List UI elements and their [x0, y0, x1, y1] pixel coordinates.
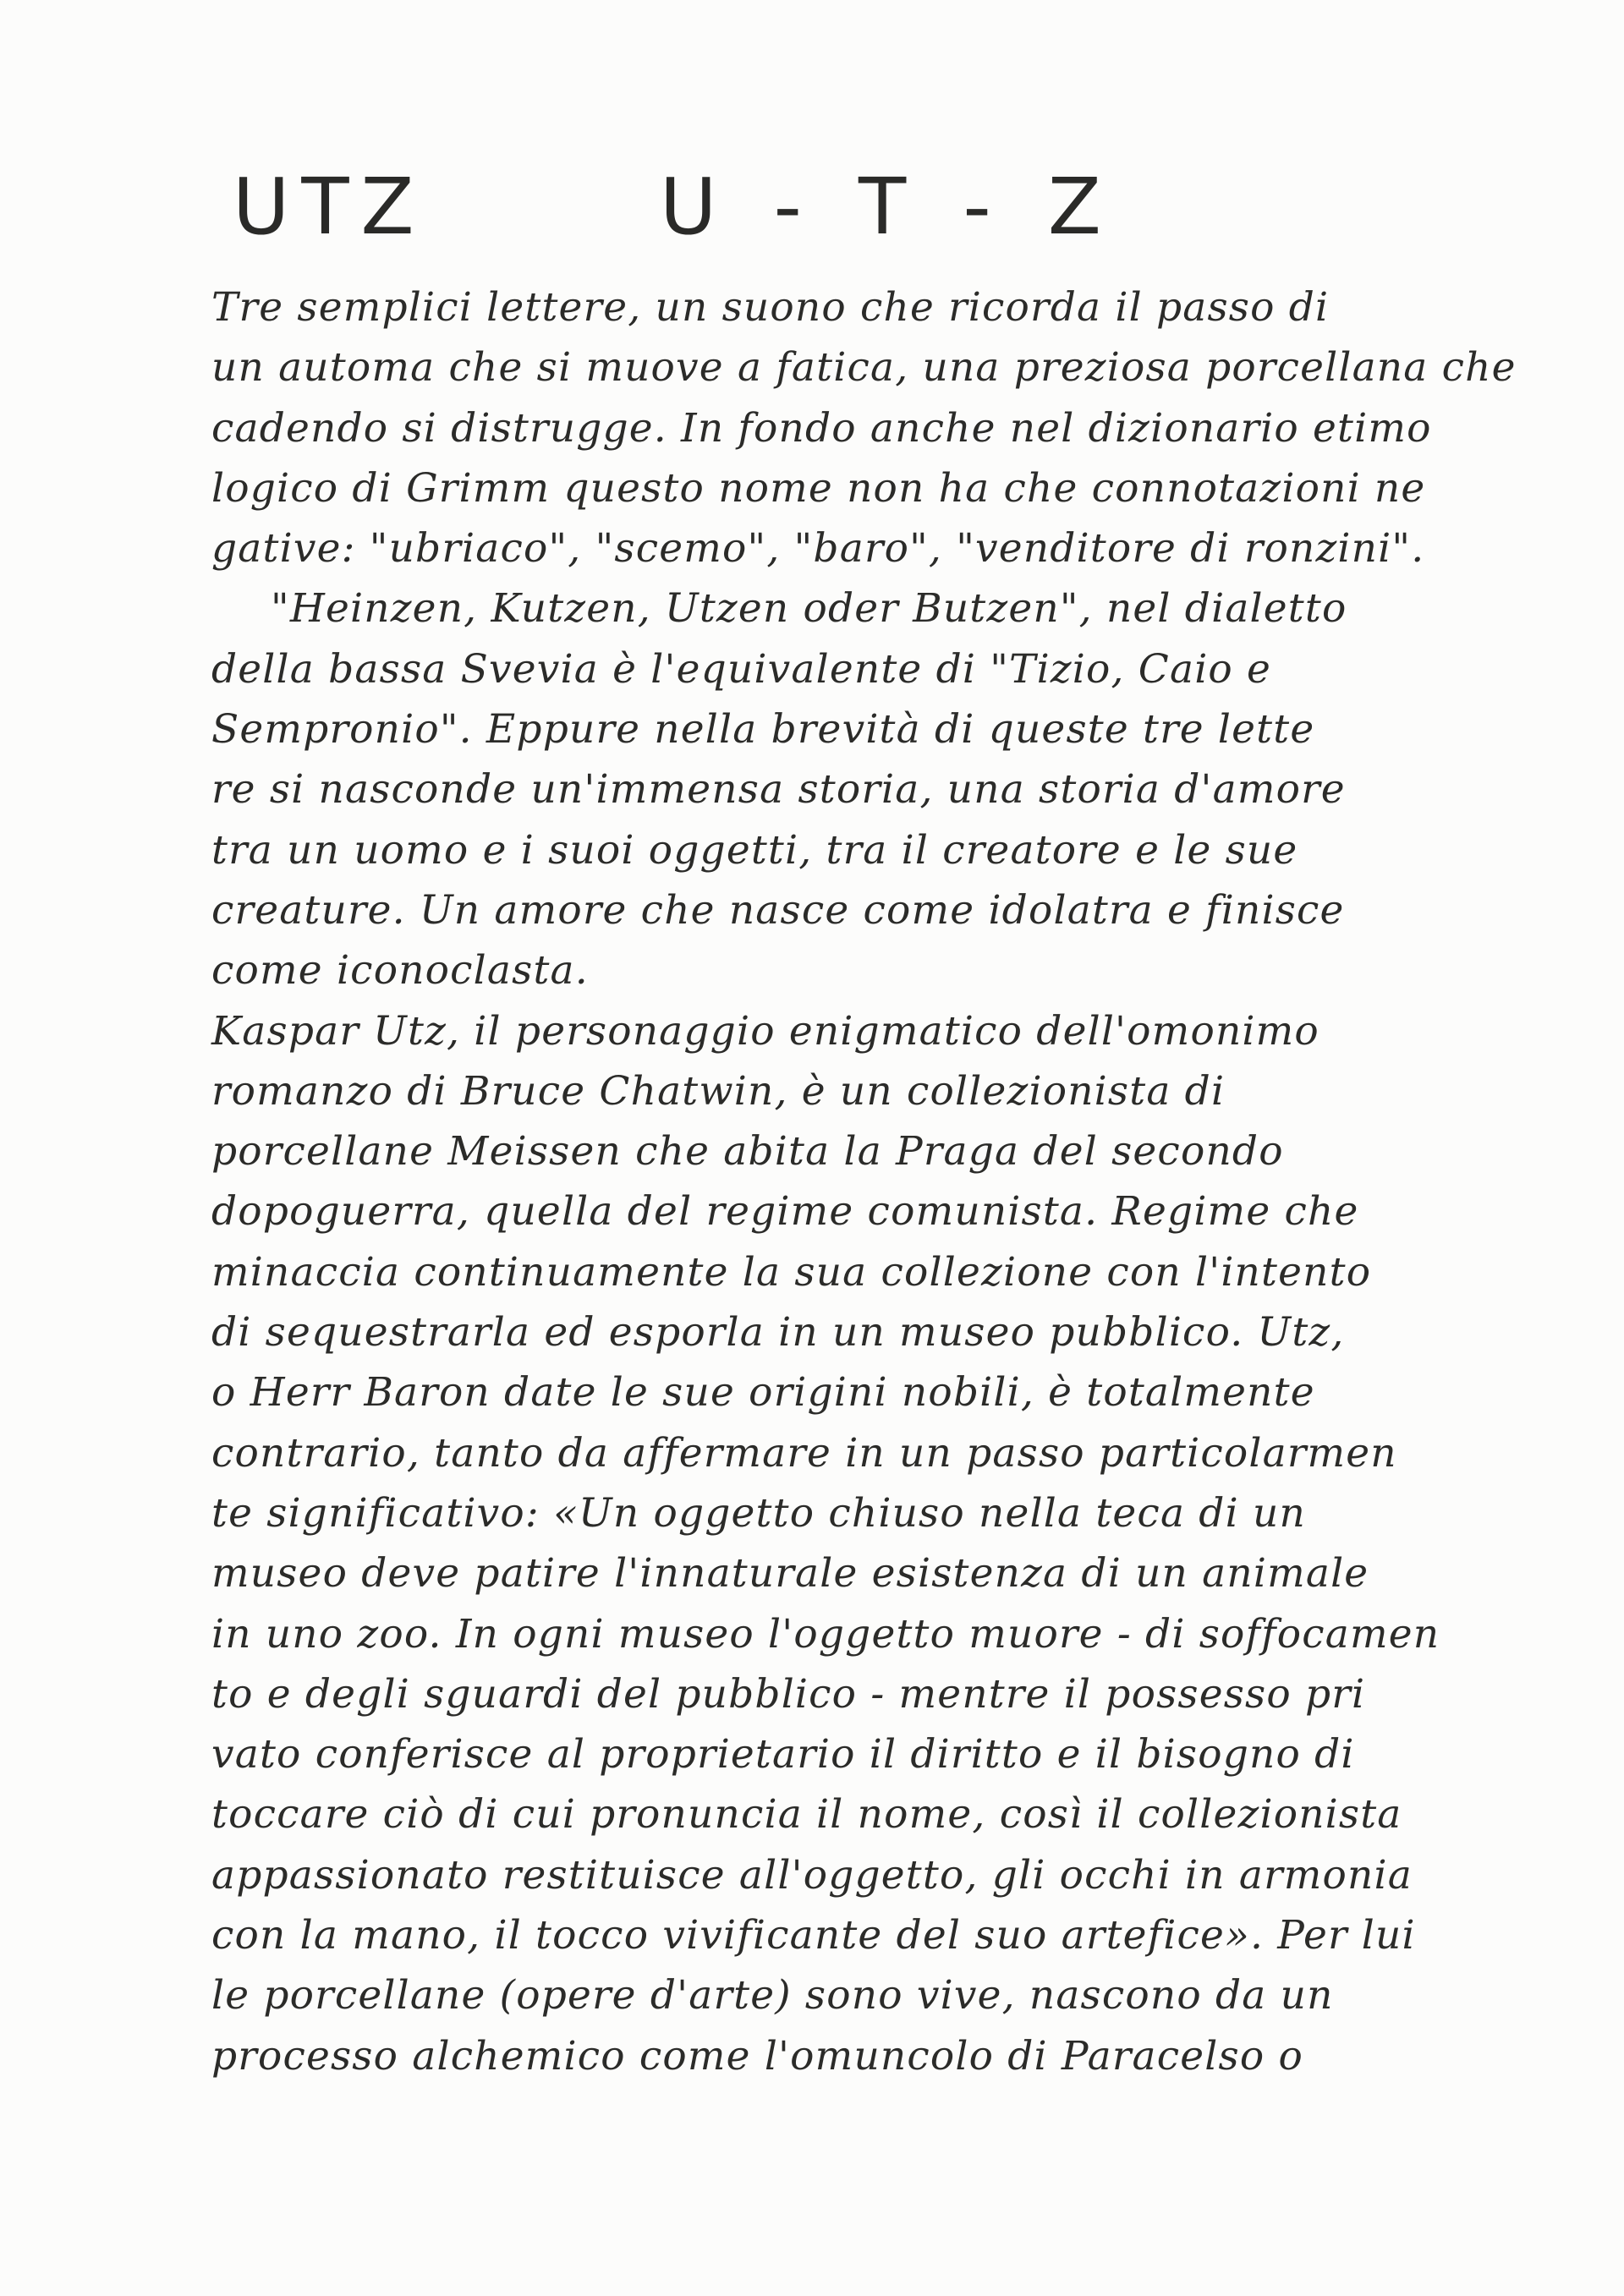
text-line: tra un uomo e i suoi oggetti, tra il creatore e le sue — [211, 826, 1298, 874]
text-line: con la mano, il tocco vivificante del suo artefice». Per lui — [211, 1912, 1416, 1959]
text-line: processo alchemico come l'omuncolo di Paracelso o — [211, 2032, 1303, 2080]
title-spelled-letters: U - T - Z — [660, 162, 1101, 252]
text-line: toccare ciò di cui pronuncia il nome, così il collezionista — [211, 1791, 1402, 1838]
text-line: to e degli sguardi del pubblico - mentre il possesso pri — [211, 1670, 1366, 1718]
title-word: UTZ — [233, 162, 426, 252]
text-line: re si nasconde un'immensa storia, una storia d'amore — [211, 766, 1346, 814]
text-line: appassionato restituisce all'oggetto, gli occhi in armonia — [211, 1851, 1413, 1899]
text-line: in uno zoo. In ogni museo l'oggetto muore - di soffocamen — [211, 1610, 1440, 1658]
text-line: le porcellane (opere d'arte) sono vive, nascono da un — [211, 1972, 1334, 2019]
text-line: come iconoclasta. — [211, 947, 589, 995]
text-line: cadendo si distrugge. In fondo anche nel dizionario etimo — [211, 404, 1432, 452]
text-line: museo deve patire l'innaturale esistenza di un animale — [211, 1550, 1369, 1597]
text-line: romanzo di Bruce Chatwin, è un collezionista di — [211, 1067, 1226, 1115]
text-line: dopoguerra, quella del regime comunista. Regime che — [211, 1188, 1359, 1236]
text-line: creature. Un amore che nasce come idolatra e finisce — [211, 886, 1345, 934]
text-line: o Herr Baron date le sue origini nobili, è totalmente — [211, 1369, 1315, 1417]
text-line: Tre semplici lettere, un suono che ricorda il passo di — [211, 284, 1330, 331]
text-line: minaccia continuamente la sua collezione con l'intento — [211, 1248, 1372, 1296]
text-line: Sempronio". Eppure nella brevità di queste tre lette — [211, 706, 1315, 753]
text-line: logico di Grimm questo nome non ha che connotazioni ne — [211, 464, 1426, 512]
text-line: vato conferisce al proprietario il diritto e il bisogno di — [211, 1731, 1355, 1778]
text-line: Kaspar Utz, il personaggio enigmatico dell'omonimo — [211, 1007, 1320, 1055]
text-line: gative: "ubriaco", "scemo", "baro", "venditore di ronzini". — [211, 525, 1425, 573]
handwritten-text-block — [211, 277, 1517, 2086]
page-title — [233, 161, 1298, 254]
text-line: della bassa Svevia è l'equivalente di "Tizio, Caio e — [211, 645, 1272, 693]
text-line: te significativo: «Un oggetto chiuso nella teca di un — [211, 1489, 1306, 1537]
text-line: di sequestrarla ed esporla in un museo pubblico. Utz, — [211, 1309, 1345, 1356]
text-line: contrario, tanto da affermare in un passo particolarmen — [211, 1429, 1397, 1477]
text-line: "Heinzen, Kutzen, Utzen oder Butzen", nel dialetto — [271, 585, 1347, 633]
text-line: un automa che si muove a fatica, una preziosa porcellana che — [211, 344, 1517, 392]
text-line: porcellane Meissen che abita la Praga del secondo — [211, 1128, 1284, 1175]
